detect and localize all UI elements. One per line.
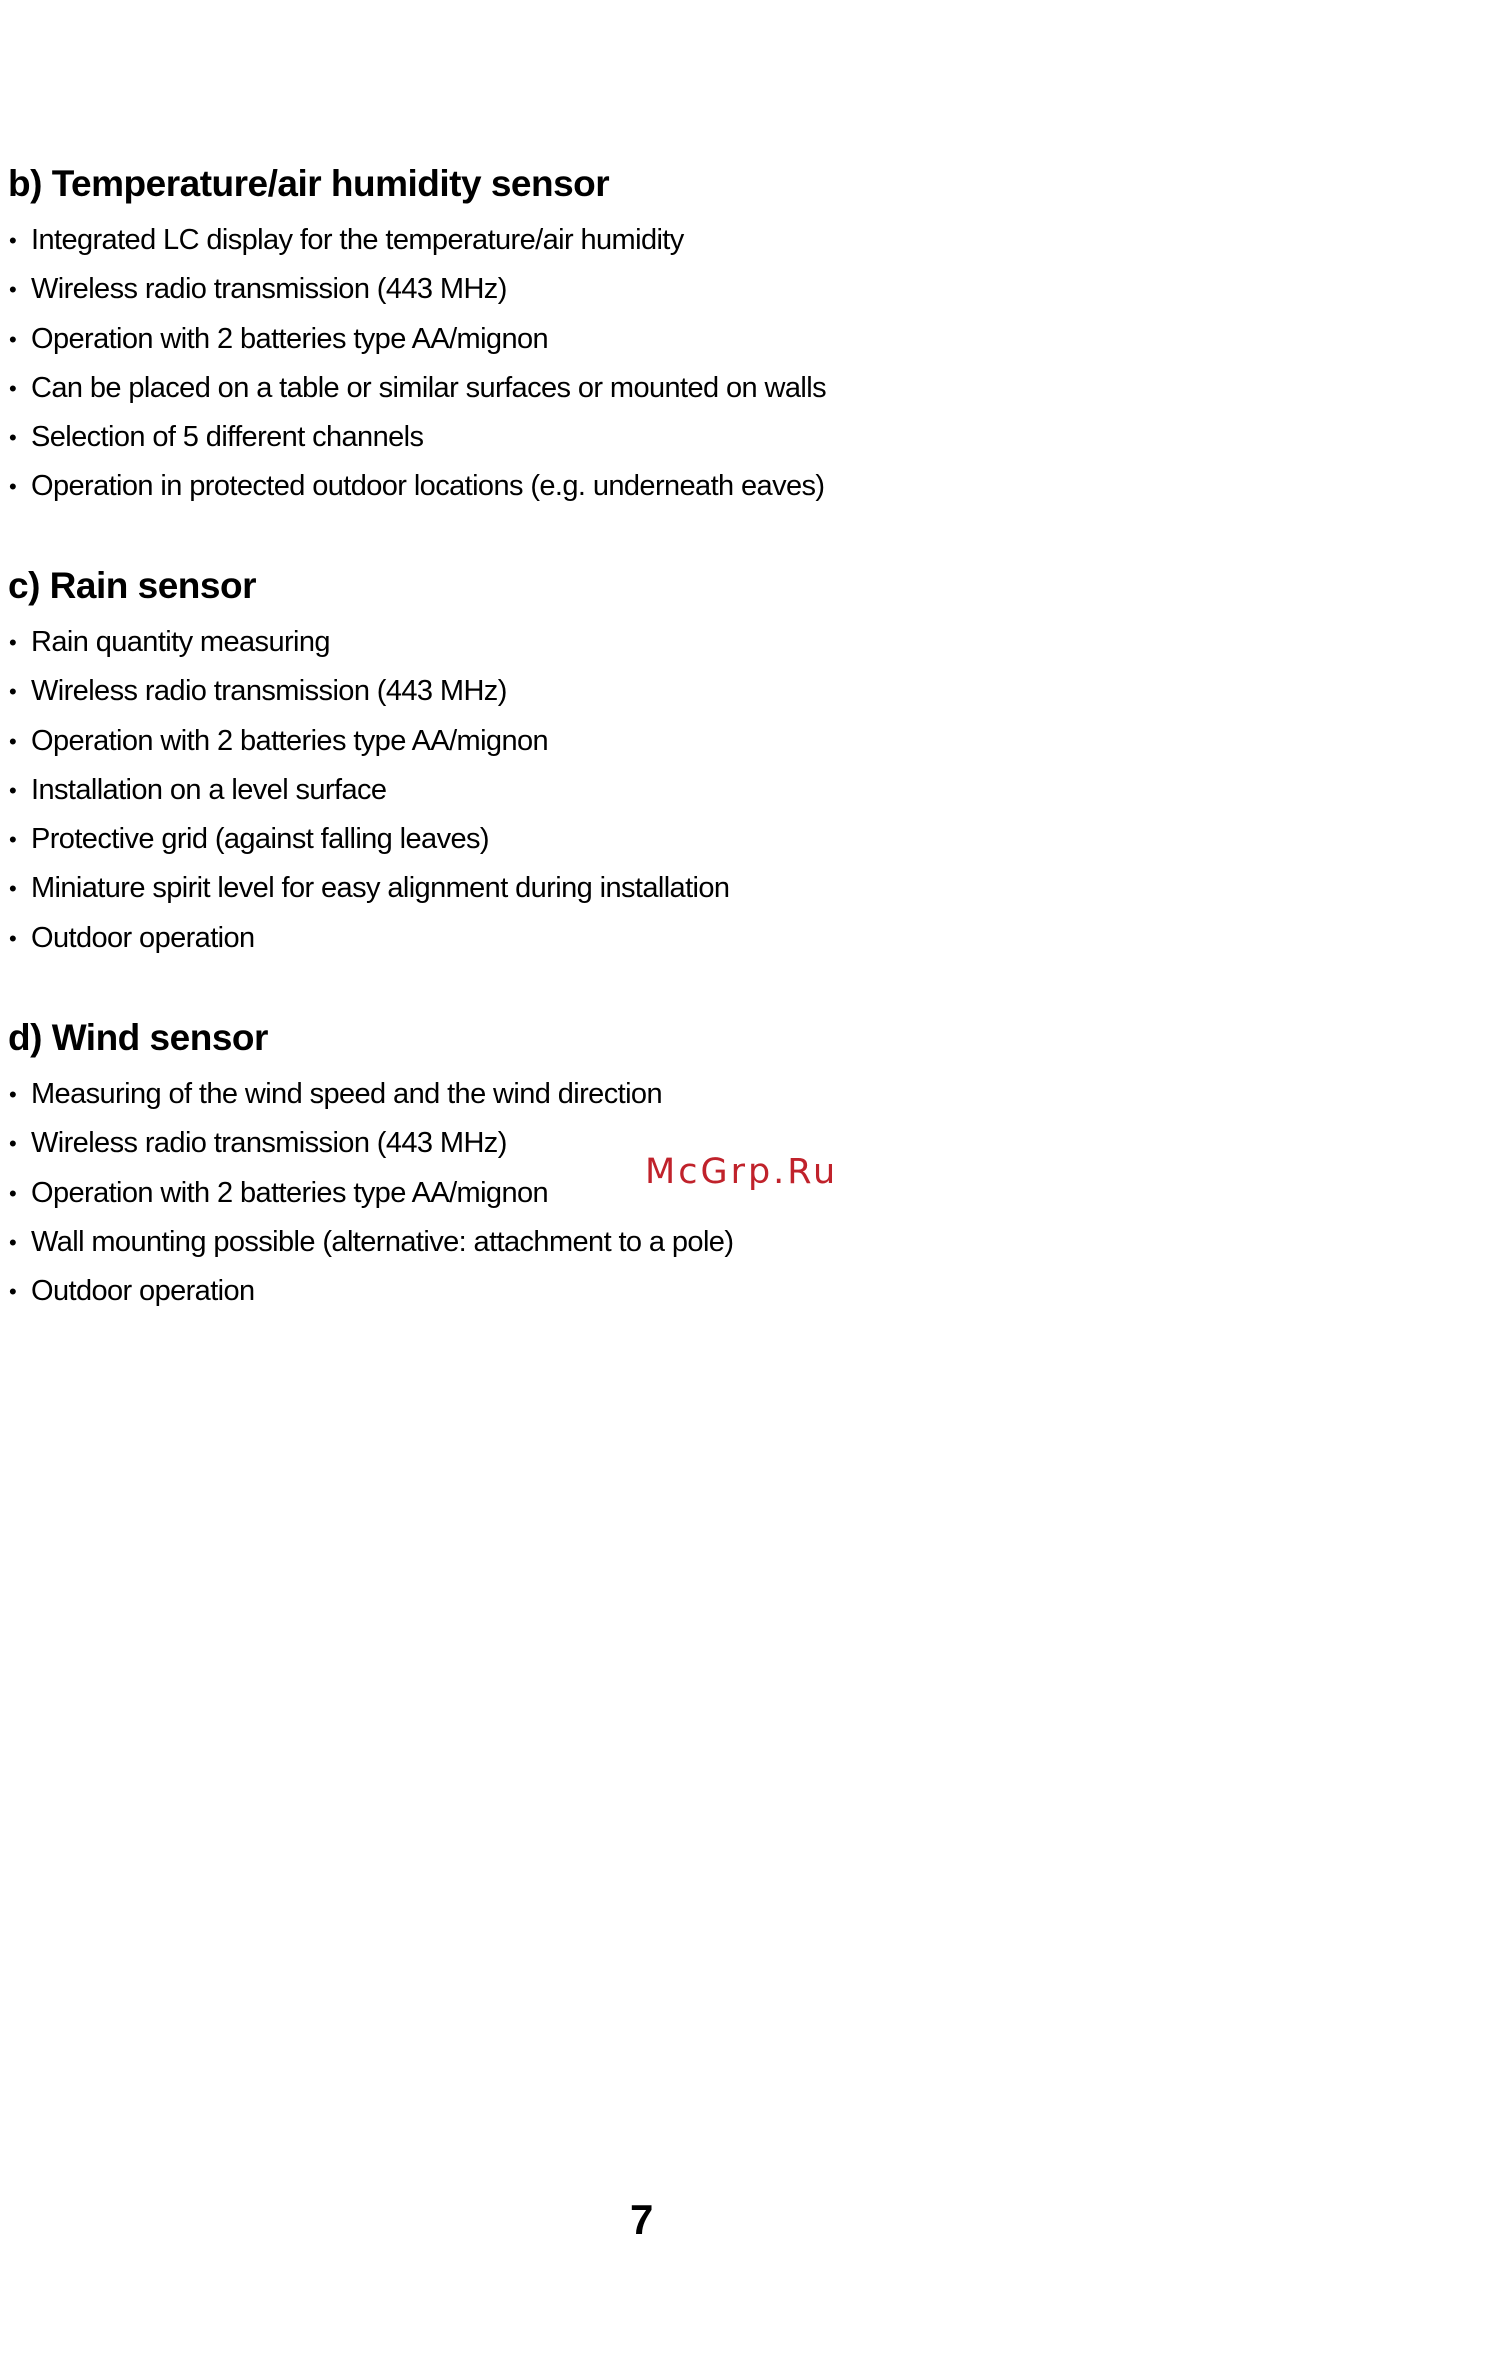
section-rain-sensor <box>8 560 1108 963</box>
bullet-icon: • <box>9 228 17 253</box>
list-item <box>8 1169 1108 1218</box>
list-item-text: Integrated LC display for the temperature/air humidity <box>31 224 684 256</box>
list-item-text: Rain quantity measuring <box>31 626 330 658</box>
bullet-icon: • <box>9 827 17 853</box>
page-number: 7 <box>630 2196 654 2243</box>
list-item-text: Miniature spirit level for easy alignment during installation <box>31 872 730 905</box>
list-item-text: Outdoor operation <box>31 1275 255 1308</box>
section-wind-sensor <box>8 1012 1108 1316</box>
section-heading: d) Wind sensor <box>8 1017 268 1058</box>
list-item <box>8 1119 1108 1168</box>
list-item-text: Wireless radio transmission (443 MHz) <box>31 675 507 708</box>
feature-list <box>8 216 1108 512</box>
list-item-text: Can be placed on a table or similar surfaces or mounted on walls <box>31 371 826 404</box>
list-item <box>8 1218 1108 1267</box>
list-item <box>8 815 1108 864</box>
list-item-text: Wireless radio transmission (443 MHz) <box>31 1127 507 1160</box>
list-item-text: Wireless radio transmission (443 MHz) <box>31 273 507 306</box>
list-item-text: Protective grid (against falling leaves) <box>31 823 489 856</box>
bullet-icon: • <box>9 679 17 705</box>
section-heading: b) Temperature/air humidity sensor <box>8 163 610 204</box>
list-item <box>8 364 1108 413</box>
list-item-text: Outdoor operation <box>31 921 255 954</box>
bullet-icon: • <box>9 728 17 754</box>
section-heading: c) Rain sensor <box>8 565 256 606</box>
list-item-text: Operation with 2 batteries type AA/mignon <box>31 724 549 757</box>
bullet-icon: • <box>9 925 17 951</box>
bullet-icon: • <box>9 777 17 803</box>
list-item-text: Measuring of the wind speed and the wind direction <box>31 1078 662 1110</box>
list-item-text: Operation with 2 batteries type AA/mignon <box>31 1176 549 1209</box>
list-item-text: Installation on a level surface <box>31 773 387 806</box>
section-temperature-sensor <box>8 158 1108 512</box>
list-item-text: Selection of 5 different channels <box>31 421 424 454</box>
list-item <box>8 1070 1108 1119</box>
list-item <box>8 315 1108 364</box>
list-item <box>8 717 1108 766</box>
list-item <box>8 766 1108 815</box>
bullet-icon: • <box>9 1180 17 1206</box>
bullet-icon: • <box>9 375 17 401</box>
bullet-icon: • <box>9 277 17 303</box>
feature-list <box>8 1070 1108 1316</box>
bullet-icon: • <box>9 326 17 352</box>
list-item <box>8 667 1108 716</box>
feature-list <box>8 618 1108 963</box>
bullet-icon: • <box>9 1229 17 1255</box>
bullet-icon: • <box>9 425 17 451</box>
list-item <box>8 618 1108 667</box>
list-item <box>8 413 1108 462</box>
watermark: McGrp.Ru <box>645 1152 839 1192</box>
list-item <box>8 265 1108 314</box>
list-item <box>8 1267 1108 1316</box>
list-item <box>8 216 1108 265</box>
bullet-icon: • <box>9 1279 17 1305</box>
list-item-text: Wall mounting possible (alternative: attachment to a pole) <box>31 1225 734 1258</box>
bullet-icon: • <box>9 1131 17 1157</box>
bullet-icon: • <box>9 630 17 655</box>
list-item-text: Operation with 2 batteries type AA/mignon <box>31 322 549 355</box>
bullet-icon: • <box>9 474 17 500</box>
list-item-text: Operation in protected outdoor locations (e.g. underneath eaves) <box>31 470 825 503</box>
bullet-icon: • <box>9 876 17 902</box>
bullet-icon: • <box>9 1082 17 1107</box>
list-item <box>8 462 1108 511</box>
list-item <box>8 914 1108 963</box>
list-item <box>8 864 1108 913</box>
